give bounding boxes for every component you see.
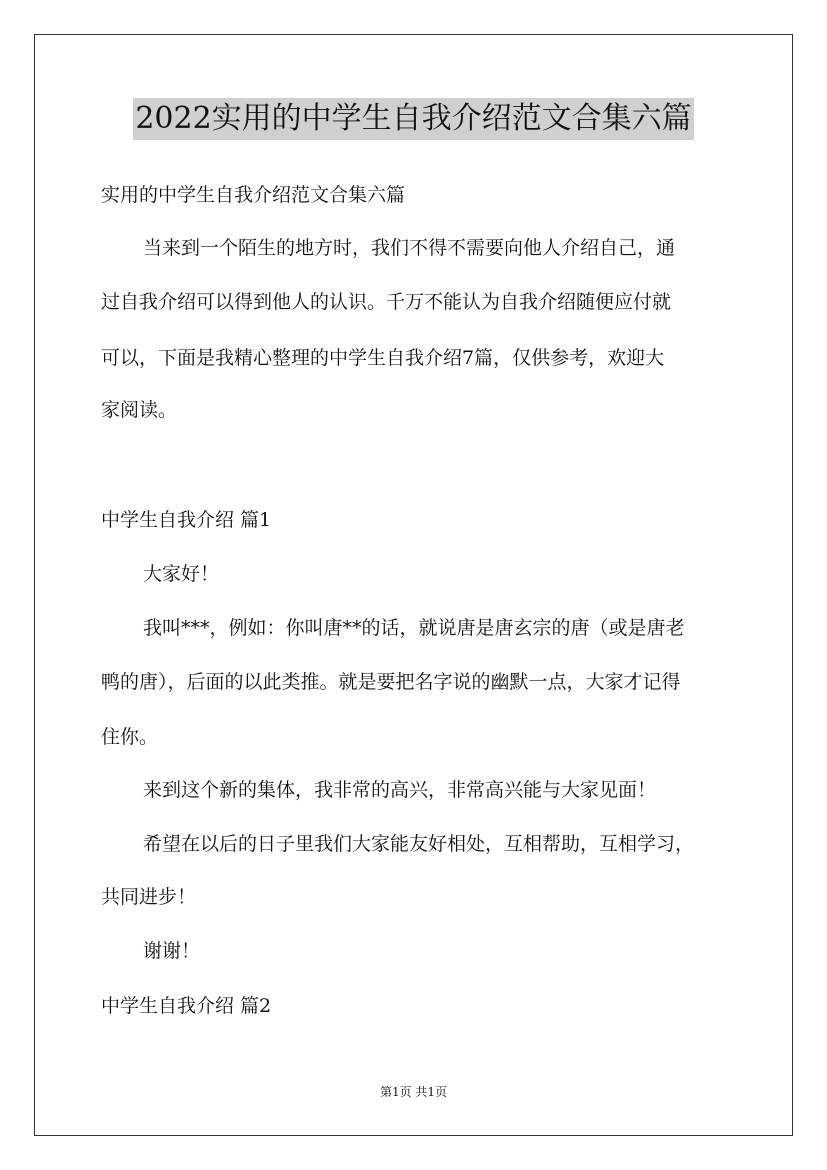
intro-line-1: 当来到一个陌生的地方时，我们不得不需要向他人介绍自己，通 [143,237,676,259]
title-wrapper [0,98,827,140]
page-footer: 第1页 共1页 [379,1085,448,1099]
section-1-line-5: 来到这个新的集体，我非常的高兴，非常高兴能与大家见面！ [143,779,657,801]
section-1-line-1: 大家好！ [143,563,220,585]
section-1-line-4: 住你。 [101,726,159,748]
section-1-line-2: 我叫***，例如：你叫唐**的话，就说唐是唐玄宗的唐（或是唐老 [143,617,685,639]
section-1-line-7: 共同进步！ [101,886,197,908]
intro-line-4: 家阅读。 [101,399,178,421]
section-2-heading: 中学生自我介绍 篇2 [101,995,272,1017]
document-title: 2022实用的中学生自我介绍范文合集六篇 [133,98,693,140]
intro-line-2: 过自我介绍可以得到他人的认识。千万不能认为自我介绍随便应付就 [101,291,672,313]
section-1-line-6: 希望在以后的日子里我们大家能友好相处，互相帮助，互相学习， [143,833,695,855]
section-1-line-8: 谢谢！ [143,940,201,962]
document-subtitle: 实用的中学生自我介绍范文合集六篇 [101,184,406,206]
intro-line-3: 可以，下面是我精心整理的中学生自我介绍7篇，仅供参考，欢迎大 [101,347,665,369]
section-1-line-3: 鸭的唐），后面的以此类推。就是要把名字说的幽默一点，大家才记得 [101,671,681,693]
section-1-heading: 中学生自我介绍 篇1 [101,509,272,531]
